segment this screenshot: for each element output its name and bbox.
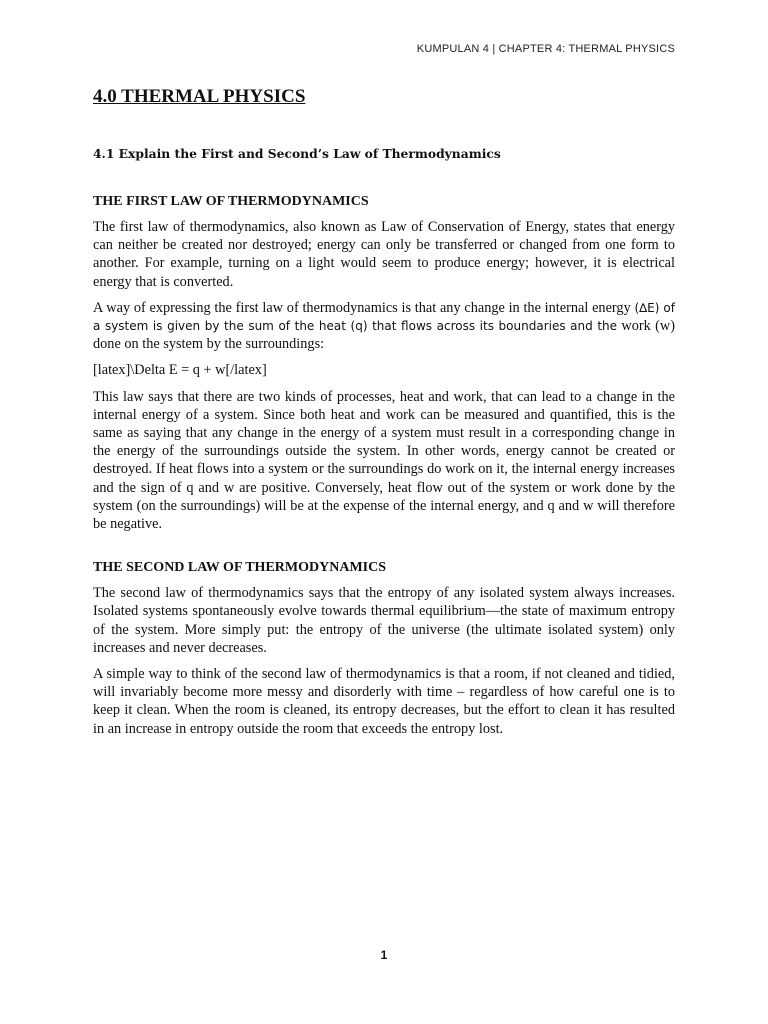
second-law-section: [93, 560, 675, 738]
first-law-paragraph-3: This law says that there are two kinds of processes, heat and work, that can lead to a change in the internal energy of a system. Since both heat and work can be measured and quantified, this is the same as saying that any change in the energy of a system must result in a corresponding change in the energy of the surroundings outside the system. In other words, energy cannot be created or destroyed. If heat flows into a system or the surroundings do work on it, the internal energy increases and the sign of q and w are positive. Conversely, heat flow out of the system or work done by the system (on the surroundings) will be at the expense of the internal energy, and q and w will therefore be negative.: [93, 388, 675, 533]
running-header: KUMPULAN 4 | CHAPTER 4: THERMAL PHYSICS: [416, 43, 675, 55]
page-title: 4.0 THERMAL PHYSICS: [93, 86, 306, 107]
first-law-paragraph-2: [93, 299, 675, 354]
second-law-paragraph-2: A simple way to think of the second law of thermodynamics is that a room, if not cleaned and tidied, will invariably become more messy and disorderly with time – regardless of how careful one is to keep it clean. When the room is cleaned, its entropy decreases, but the effort to clean it has resulted in an increase in entropy outside the room that exceeds the entropy lost.: [93, 666, 675, 737]
page-content: [93, 86, 675, 746]
first-law-heading: THE FIRST LAW OF THERMODYNAMICS: [93, 194, 369, 209]
subsection-heading: 4.1 Explain the First and Second’s Law of Thermodynamics: [93, 146, 501, 161]
first-law-paragraph-2-mixed-font: (∆E) of a system is given by the sum of the heat (q) that flows across its boundaries and the: [93, 300, 675, 334]
first-law-section: [93, 194, 675, 533]
section-spacer: [93, 541, 675, 560]
first-law-paragraph-2-lead: A way of expressing the first law of thermodynamics is that any change in the internal energy: [93, 299, 635, 316]
first-law-paragraph-2-tail: work (w) done on the system by the surroundings:: [93, 318, 675, 353]
second-law-paragraph-1: The second law of thermodynamics says that the entropy of any isolated system always increases. Isolated systems spontaneously evolve towards thermal equilibrium—the state of maximum entropy of the system. More simply put: the entropy of the universe (the ultimate isolated system) only increases and never decreases.: [93, 585, 675, 656]
page-number: 1: [380, 948, 388, 962]
first-law-paragraph-1: The first law of thermodynamics, also known as Law of Conservation of Energy, states that energy can neither be created nor destroyed; energy can only be transferred or changed from one form to another. For example, turning on a light would seem to produce energy; however, it is electrical energy that is converted.: [93, 219, 675, 290]
formula-line: [latex]\Delta E = q + w[/latex]: [93, 362, 267, 379]
second-law-heading: THE SECOND LAW OF THERMODYNAMICS: [93, 560, 387, 576]
